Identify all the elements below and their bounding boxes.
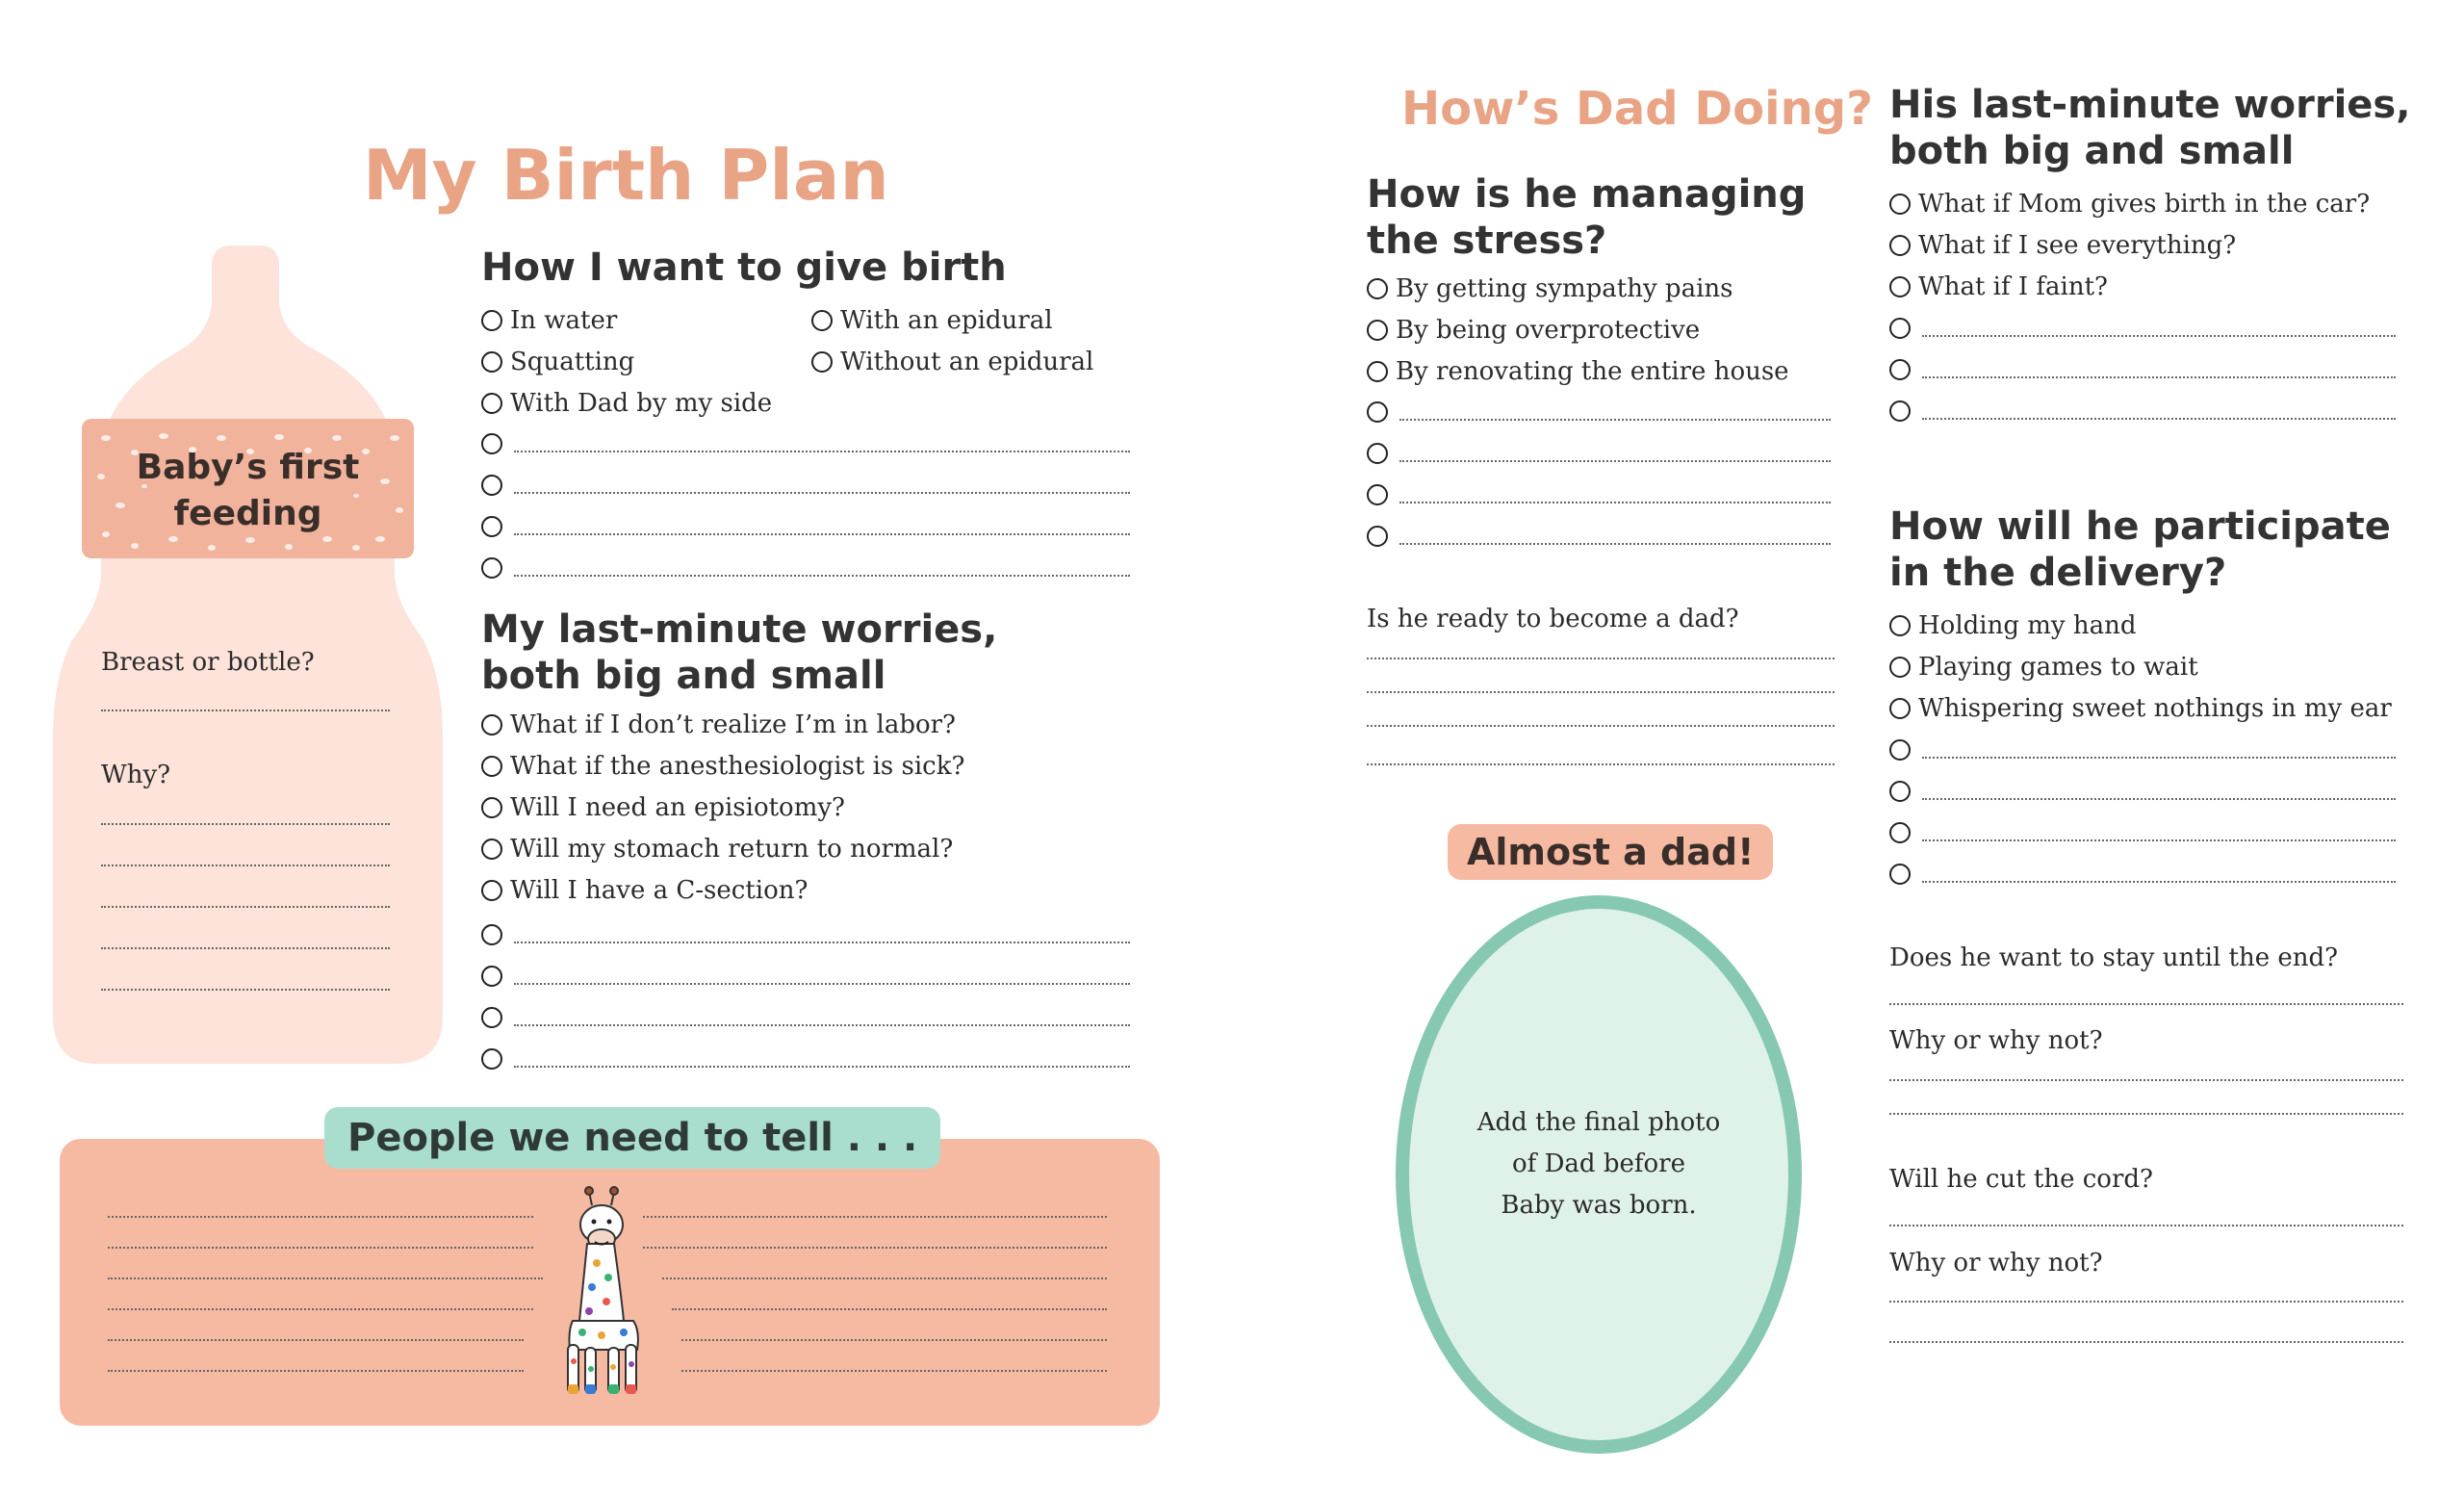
answer-line[interactable] <box>1889 1003 2403 1005</box>
radio-circle-icon[interactable] <box>811 351 833 373</box>
blank-option[interactable] <box>481 557 1130 579</box>
option-label: Will my stomach return to normal? <box>510 835 954 864</box>
checkbox-option[interactable] <box>481 349 634 374</box>
answer-line[interactable] <box>514 451 1130 452</box>
option-label: With an epidural <box>840 306 1053 335</box>
answer-line[interactable] <box>101 989 390 991</box>
blank-option[interactable] <box>1889 318 2396 339</box>
his-worries-heading-line1: His last-minute worries, <box>1889 83 2411 127</box>
breast-or-bottle-question: Breast or bottle? <box>101 648 315 677</box>
option-label: What if I see everything? <box>1918 231 2237 260</box>
radio-circle-icon[interactable] <box>481 1048 502 1070</box>
answer-line[interactable] <box>1367 725 1835 727</box>
radio-circle-icon[interactable] <box>481 557 502 579</box>
radio-circle-icon[interactable] <box>1367 484 1388 505</box>
checkbox-option[interactable] <box>481 712 956 737</box>
radio-circle-icon[interactable] <box>481 1007 502 1028</box>
radio-circle-icon[interactable] <box>481 839 502 860</box>
option-label: Will I have a C-section? <box>510 876 808 905</box>
radio-circle-icon[interactable] <box>481 797 502 818</box>
radio-circle-icon[interactable] <box>481 433 502 454</box>
radio-circle-icon[interactable] <box>1889 318 1911 339</box>
dad-page-title: How’s Dad Doing? <box>1401 82 1873 136</box>
blank-option[interactable] <box>1367 443 1831 464</box>
answer-line[interactable] <box>1367 691 1835 693</box>
give-birth-heading: How I want to give birth <box>481 245 1007 290</box>
checkbox-option[interactable] <box>1367 276 1732 301</box>
radio-circle-icon[interactable] <box>1889 359 1911 380</box>
option-label: Will I need an episiotomy? <box>510 793 845 822</box>
radio-circle-icon[interactable] <box>481 475 502 496</box>
radio-circle-icon[interactable] <box>481 756 502 777</box>
answer-line[interactable] <box>1922 418 2396 420</box>
photo-caption-line3: Baby was born. <box>1501 1191 1697 1220</box>
bottle-label-line2: feeding <box>173 494 322 533</box>
answer-line[interactable] <box>108 1247 533 1249</box>
checkbox-option[interactable] <box>1367 359 1789 384</box>
his-worries-heading-line2: both big and small <box>1889 129 2295 173</box>
his-worries-heading <box>1889 82 2410 174</box>
answer-line[interactable] <box>1889 1225 2403 1226</box>
answer-line[interactable] <box>1399 543 1831 545</box>
answer-line[interactable] <box>643 1247 1107 1249</box>
radio-circle-icon[interactable] <box>811 310 833 331</box>
answer-line[interactable] <box>681 1339 1107 1341</box>
worries-heading <box>481 607 997 699</box>
option-label: Without an epidural <box>840 348 1094 376</box>
radio-circle-icon[interactable] <box>1367 320 1388 341</box>
option-label: Whispering sweet nothings in my ear <box>1918 694 2392 723</box>
radio-circle-icon[interactable] <box>481 966 502 987</box>
blank-option[interactable] <box>481 924 1130 945</box>
option-label: By getting sympathy pains <box>1396 274 1733 303</box>
answer-line[interactable] <box>1399 419 1831 421</box>
answer-line[interactable] <box>1922 376 2396 378</box>
radio-circle-icon[interactable] <box>1889 657 1911 678</box>
checkbox-option[interactable] <box>1889 192 2370 217</box>
answer-line[interactable] <box>1922 335 2396 337</box>
radio-circle-icon[interactable] <box>1889 781 1911 802</box>
option-label: What if I don’t realize I’m in labor? <box>510 710 956 739</box>
radio-circle-icon[interactable] <box>481 714 502 736</box>
radio-circle-icon[interactable] <box>481 310 502 331</box>
radio-circle-icon[interactable] <box>481 924 502 945</box>
radio-circle-icon[interactable] <box>481 880 502 901</box>
answer-line[interactable] <box>101 906 390 908</box>
checkbox-option[interactable] <box>1889 233 2236 258</box>
blank-option[interactable] <box>481 475 1130 496</box>
participate-heading-line2: in the delivery? <box>1889 551 2227 595</box>
blank-option[interactable] <box>481 433 1130 454</box>
answer-line[interactable] <box>108 1278 543 1279</box>
checkbox-option[interactable] <box>481 837 953 862</box>
blank-option[interactable] <box>1367 484 1831 505</box>
answer-line[interactable] <box>108 1370 524 1372</box>
worries-heading-line1: My last-minute worries, <box>481 607 998 652</box>
checkbox-option[interactable] <box>811 308 1053 333</box>
answer-line[interactable] <box>1399 502 1831 503</box>
bottle-label-line1: Baby’s first <box>136 448 360 487</box>
radio-circle-icon[interactable] <box>1367 361 1388 382</box>
radio-circle-icon[interactable] <box>1889 739 1911 761</box>
bottle-label <box>82 445 414 537</box>
answer-line[interactable] <box>1922 798 2396 800</box>
blank-option[interactable] <box>481 1007 1130 1028</box>
answer-line[interactable] <box>1889 1301 2403 1303</box>
radio-circle-icon[interactable] <box>1889 864 1911 885</box>
blank-option[interactable] <box>481 516 1130 537</box>
answer-line[interactable] <box>1367 658 1835 659</box>
checkbox-option[interactable] <box>481 391 772 416</box>
stress-heading-line2: the stress? <box>1367 219 1607 263</box>
radio-circle-icon[interactable] <box>1889 235 1911 256</box>
photo-caption-line1: Add the final photo <box>1476 1108 1721 1137</box>
radio-circle-icon[interactable] <box>481 516 502 537</box>
stay-question: Does he want to stay until the end? <box>1889 943 2339 972</box>
cord-question: Will he cut the cord? <box>1889 1165 2153 1194</box>
answer-line[interactable] <box>514 575 1130 577</box>
answer-line[interactable] <box>514 1066 1130 1068</box>
radio-circle-icon[interactable] <box>1889 400 1911 422</box>
answer-line[interactable] <box>1889 1079 2403 1081</box>
option-label: By being overprotective <box>1396 316 1701 345</box>
blank-option[interactable] <box>1889 739 2396 761</box>
checkbox-option[interactable] <box>1889 274 2108 299</box>
answer-line[interactable] <box>1922 839 2396 841</box>
answer-line[interactable] <box>514 533 1130 535</box>
answer-line[interactable] <box>101 823 390 825</box>
why-question: Why or why not? <box>1889 1026 2103 1055</box>
checkbox-option[interactable] <box>481 795 845 820</box>
answer-line[interactable] <box>514 1024 1130 1026</box>
checkbox-option[interactable] <box>481 308 617 333</box>
checkbox-option[interactable] <box>1889 655 2198 680</box>
blank-option[interactable] <box>1367 526 1831 547</box>
answer-line[interactable] <box>672 1308 1107 1310</box>
participate-heading-line1: How will he participate <box>1889 504 2391 549</box>
radio-circle-icon[interactable] <box>481 393 502 414</box>
stress-heading <box>1367 171 1806 264</box>
radio-circle-icon[interactable] <box>1889 194 1911 215</box>
checkbox-option[interactable] <box>1889 696 2392 721</box>
radio-circle-icon[interactable] <box>1889 822 1911 843</box>
participate-heading <box>1889 503 2391 596</box>
photo-caption <box>1396 1102 1802 1226</box>
radio-circle-icon[interactable] <box>1367 278 1388 299</box>
answer-line[interactable] <box>1367 763 1835 765</box>
option-label: In water <box>510 306 618 335</box>
answer-line[interactable] <box>108 1308 533 1310</box>
answer-line[interactable] <box>662 1278 1107 1279</box>
option-label: Holding my hand <box>1918 611 2137 640</box>
blank-option[interactable] <box>1889 781 2396 802</box>
blank-option[interactable] <box>481 1048 1130 1070</box>
answer-line[interactable] <box>514 492 1130 494</box>
worries-heading-line2: both big and small <box>481 654 886 698</box>
blank-option[interactable] <box>1889 400 2396 422</box>
answer-line[interactable] <box>101 710 390 711</box>
radio-circle-icon[interactable] <box>1367 526 1388 547</box>
radio-circle-icon[interactable] <box>1889 698 1911 719</box>
blank-option[interactable] <box>1889 864 2396 885</box>
checkbox-option[interactable] <box>811 349 1093 374</box>
option-label: With Dad by my side <box>510 389 773 418</box>
almost-dad-label: Almost a dad! <box>1448 824 1773 880</box>
option-label: By renovating the entire house <box>1396 357 1789 386</box>
people-heading: People we need to tell . . . <box>324 1107 940 1169</box>
radio-circle-icon[interactable] <box>1367 443 1388 464</box>
answer-line[interactable] <box>101 865 390 866</box>
radio-circle-icon[interactable] <box>1367 401 1388 423</box>
giraffe-toy-illustration <box>549 1186 654 1403</box>
ready-question: Is he ready to become a dad? <box>1367 605 1739 633</box>
radio-circle-icon[interactable] <box>1889 615 1911 636</box>
checkbox-option[interactable] <box>1889 613 2137 638</box>
blank-option[interactable] <box>1889 359 2396 380</box>
checkbox-option[interactable] <box>1367 318 1700 343</box>
option-label: What if Mom gives birth in the car? <box>1918 190 2371 219</box>
blank-option[interactable] <box>481 966 1130 987</box>
answer-line[interactable] <box>1889 1113 2403 1115</box>
stress-heading-line1: How is he managing <box>1367 172 1807 217</box>
answer-line[interactable] <box>514 983 1130 985</box>
answer-line[interactable] <box>108 1339 524 1341</box>
photo-caption-line2: of Dad before <box>1512 1149 1685 1178</box>
answer-line[interactable] <box>1399 460 1831 462</box>
blank-option[interactable] <box>1889 822 2396 843</box>
option-label: What if I faint? <box>1918 272 2108 301</box>
answer-line[interactable] <box>681 1370 1107 1372</box>
answer-line[interactable] <box>108 1216 533 1218</box>
answer-line[interactable] <box>514 942 1130 943</box>
answer-line[interactable] <box>1889 1341 2403 1343</box>
checkbox-option[interactable] <box>481 878 808 903</box>
radio-circle-icon[interactable] <box>481 351 502 373</box>
option-label: Squatting <box>510 348 635 376</box>
option-label: What if the anesthesiologist is sick? <box>510 752 965 781</box>
why-question: Why? <box>101 761 171 789</box>
answer-line[interactable] <box>1922 881 2396 883</box>
answer-line[interactable] <box>1922 757 2396 759</box>
page-title: My Birth Plan <box>363 135 889 216</box>
checkbox-option[interactable] <box>481 754 964 779</box>
blank-option[interactable] <box>1367 401 1831 423</box>
answer-line[interactable] <box>643 1216 1107 1218</box>
radio-circle-icon[interactable] <box>1889 276 1911 297</box>
why-question: Why or why not? <box>1889 1249 2103 1278</box>
answer-line[interactable] <box>101 947 390 949</box>
option-label: Playing games to wait <box>1918 653 2198 682</box>
